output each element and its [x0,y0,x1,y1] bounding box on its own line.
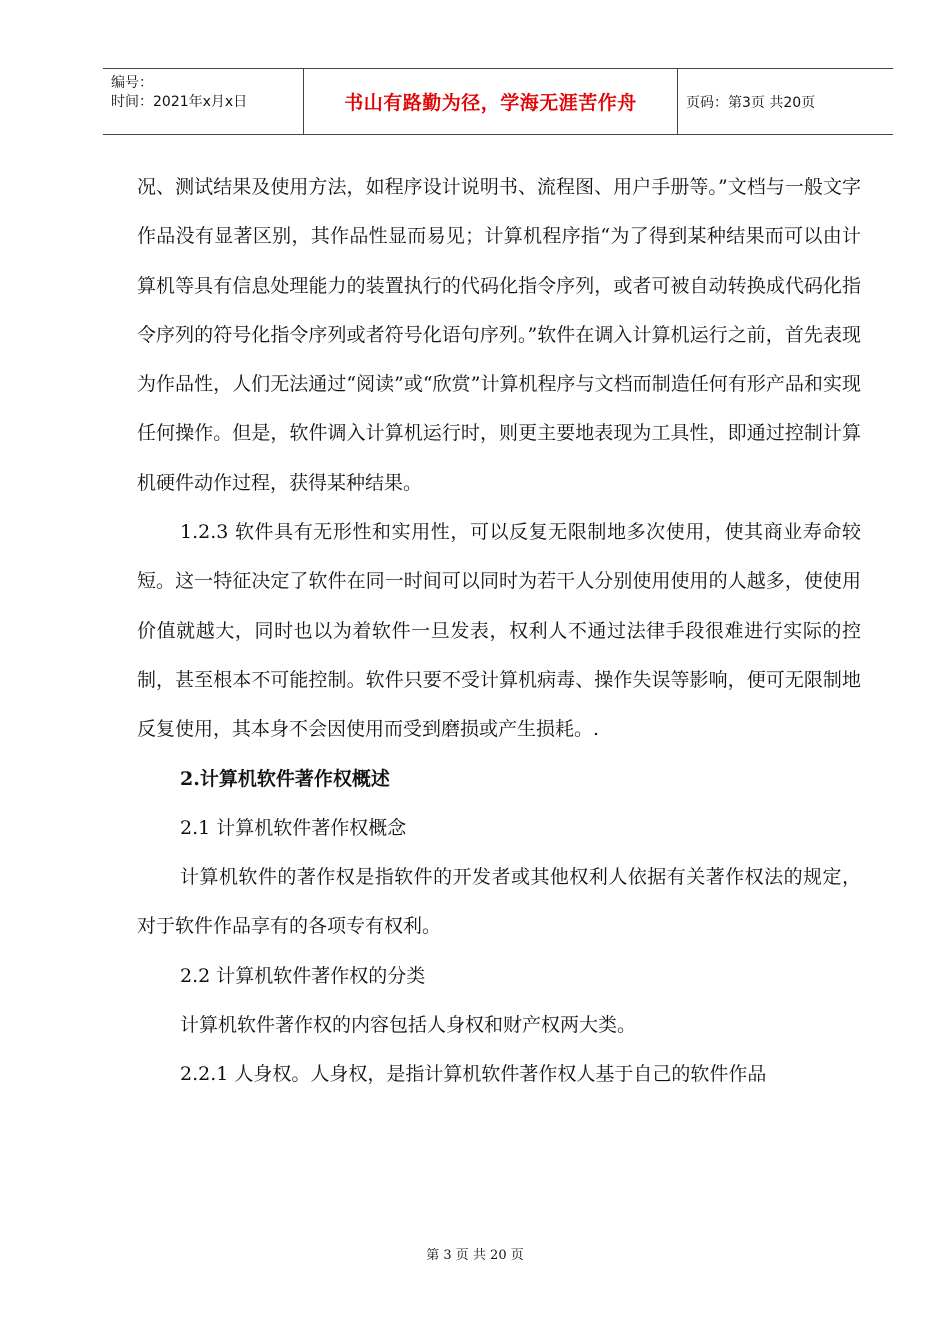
paragraph-1-2-3: 1.2.3 软件具有无形性和实用性，可以反复无限制地多次使用，使其商业寿命较短。这一特征决定了软件在同一时间可以同时为若干人分别使用使用的人越多，使使用价值就越大，同时也以为着软件一旦发表，权利人不通过法律手段很难进行实际的控制，甚至根本不可能控制。软件只要不受计算机病毒、操作失误等影响，便可无限制地反复使用，其本身不会因使用而受到磨损或产生损耗。. [137,521,861,741]
subsection-heading-2-2: 2.2 计算机软件著作权的分类 [180,964,426,987]
page-header [103,68,893,135]
paragraph-continuation: 况、测试结果及使用方法，如程序设计说明书、流程图、用户手册等。”文档与一般文字作品没有显著区别，其作品性显而易见；计算机程序指“为了得到某种结果而可以由计算机等具有信息处理能力的装置执行的代码化指令序列，或者可被自动转换成代码化指令序列的符号化指令序列或者符号化语句序列。”软件在调入计算机运行之前，首先表现为作品性，人们无法通过“阅读”或“欣赏”计算机程序与文档而制造任何有形产品和实现任何操作。但是，软件调入计算机运行时，则更主要地表现为工具性，即通过控制计算机硬件动作过程，获得某种结果。 [137,176,861,494]
document-body [137,163,861,1100]
header-page-info: 页码：第3页 共20页 [686,94,816,111]
document-number-label: 编号： [111,75,153,91]
header-motto: 书山有路勤为径，学海无涯苦作舟 [344,92,637,114]
subsection-heading-2-1: 2.1 计算机软件著作权概念 [180,816,407,839]
page-footer [0,1244,950,1263]
paragraph-definition: 计算机软件的著作权是指软件的开发者或其他权利人依据有关著作权法的规定，对于软件作品享有的各项专有权利。 [137,866,861,938]
header-motto-cell [304,69,678,134]
header-page-cell [678,69,893,134]
paragraph-2-2-1: 2.2.1 人身权。人身权，是指计算机软件著作权人基于自己的软件作品 [180,1063,767,1086]
header-meta-cell [103,69,304,134]
document-date-label: 时间：2021年x月x日 [111,94,248,110]
footer-page-number: 第 3 页 共 20 页 [426,1248,524,1263]
paragraph-classification: 计算机软件著作权的内容包括人身权和财产权两大类。 [180,1014,637,1037]
section-heading-2: 2.计算机软件著作权概述 [180,767,390,790]
